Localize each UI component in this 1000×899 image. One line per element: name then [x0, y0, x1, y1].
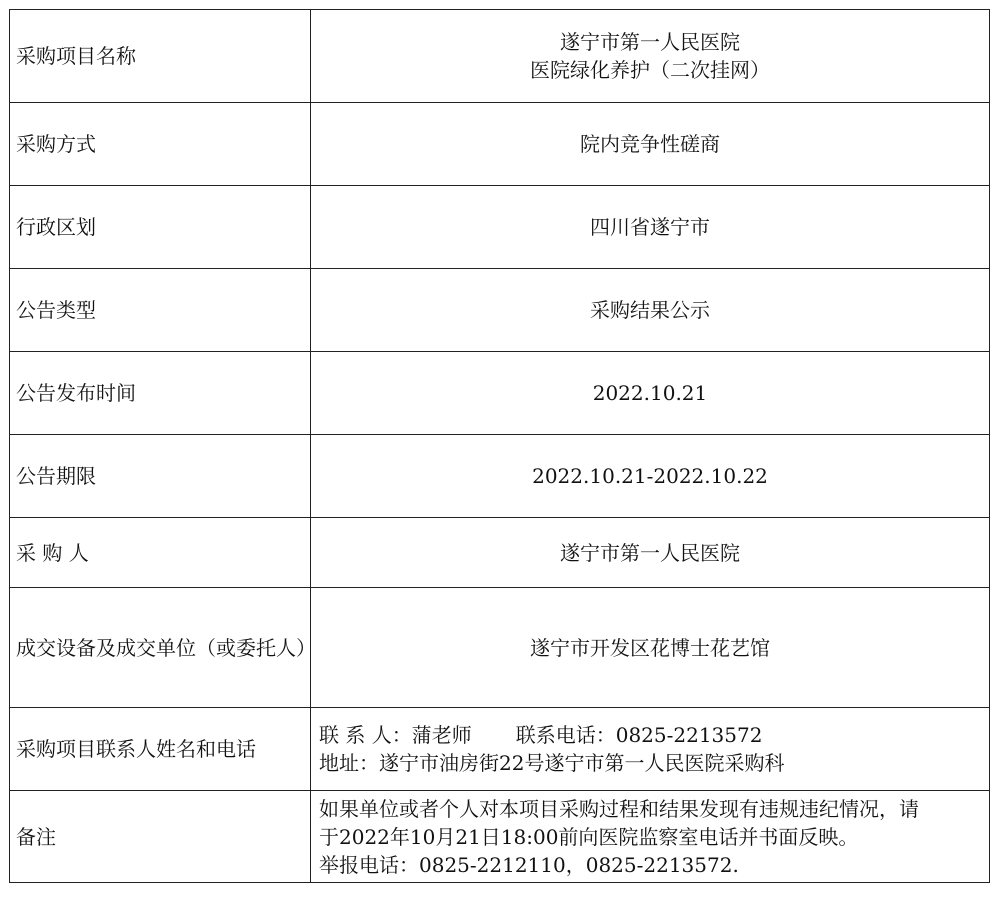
row-region	[10, 186, 990, 269]
purchaser-value: 遂宁市第一人民医院	[311, 518, 990, 588]
row-project-name	[10, 10, 990, 103]
publish-time-label: 公告发布时间	[10, 352, 311, 435]
region-label: 行政区划	[10, 186, 311, 269]
row-winner	[10, 588, 990, 708]
row-contact	[10, 708, 990, 791]
winner-label: 成交设备及成交单位（或委托人）	[10, 588, 311, 708]
contact-address: 地址：遂宁市油房街22号遂宁市第一人民医院采购科	[319, 751, 785, 775]
row-period	[10, 435, 990, 518]
remarks-line3: 举报电话：0825-2212110，0825-2213572.	[319, 852, 739, 877]
period-value: 2022.10.21-2022.10.22	[311, 435, 990, 518]
remarks-value	[311, 791, 990, 883]
period-label: 公告期限	[10, 435, 311, 518]
remarks-label: 备注	[10, 791, 311, 883]
winner-value: 遂宁市开发区花博士花艺馆	[311, 588, 990, 708]
contact-value	[311, 708, 990, 791]
procurement-notice-table	[9, 9, 990, 883]
project-name-value	[311, 10, 990, 103]
remarks-line2: 于2022年10月21日18:00前向医院监察室电话并书面反映。	[319, 824, 859, 849]
contact-line1	[319, 721, 985, 749]
project-name-label: 采购项目名称	[10, 10, 311, 103]
contact-label: 采购项目联系人姓名和电话	[10, 708, 311, 791]
method-label: 采购方式	[10, 103, 311, 186]
row-purchaser	[10, 518, 990, 588]
contact-phone: 联系电话：0825-2213572	[515, 723, 763, 747]
notice-type-value: 采购结果公示	[311, 269, 990, 352]
row-notice-type	[10, 269, 990, 352]
contact-person: 联 系 人：蒲老师	[319, 723, 472, 747]
row-method	[10, 103, 990, 186]
project-name-line1: 遂宁市第一人民医院	[560, 30, 740, 54]
row-remarks	[10, 791, 990, 883]
region-value: 四川省遂宁市	[311, 186, 990, 269]
purchaser-label: 采 购 人	[10, 518, 311, 588]
row-publish-time	[10, 352, 990, 435]
method-value: 院内竞争性磋商	[311, 103, 990, 186]
notice-type-label: 公告类型	[10, 269, 311, 352]
remarks-line1: 如果单位或者个人对本项目采购过程和结果发现有违规违纪情况，请	[319, 796, 919, 821]
publish-time-value: 2022.10.21	[311, 352, 990, 435]
project-name-line2: 医院绿化养护（二次挂网）	[530, 58, 770, 82]
